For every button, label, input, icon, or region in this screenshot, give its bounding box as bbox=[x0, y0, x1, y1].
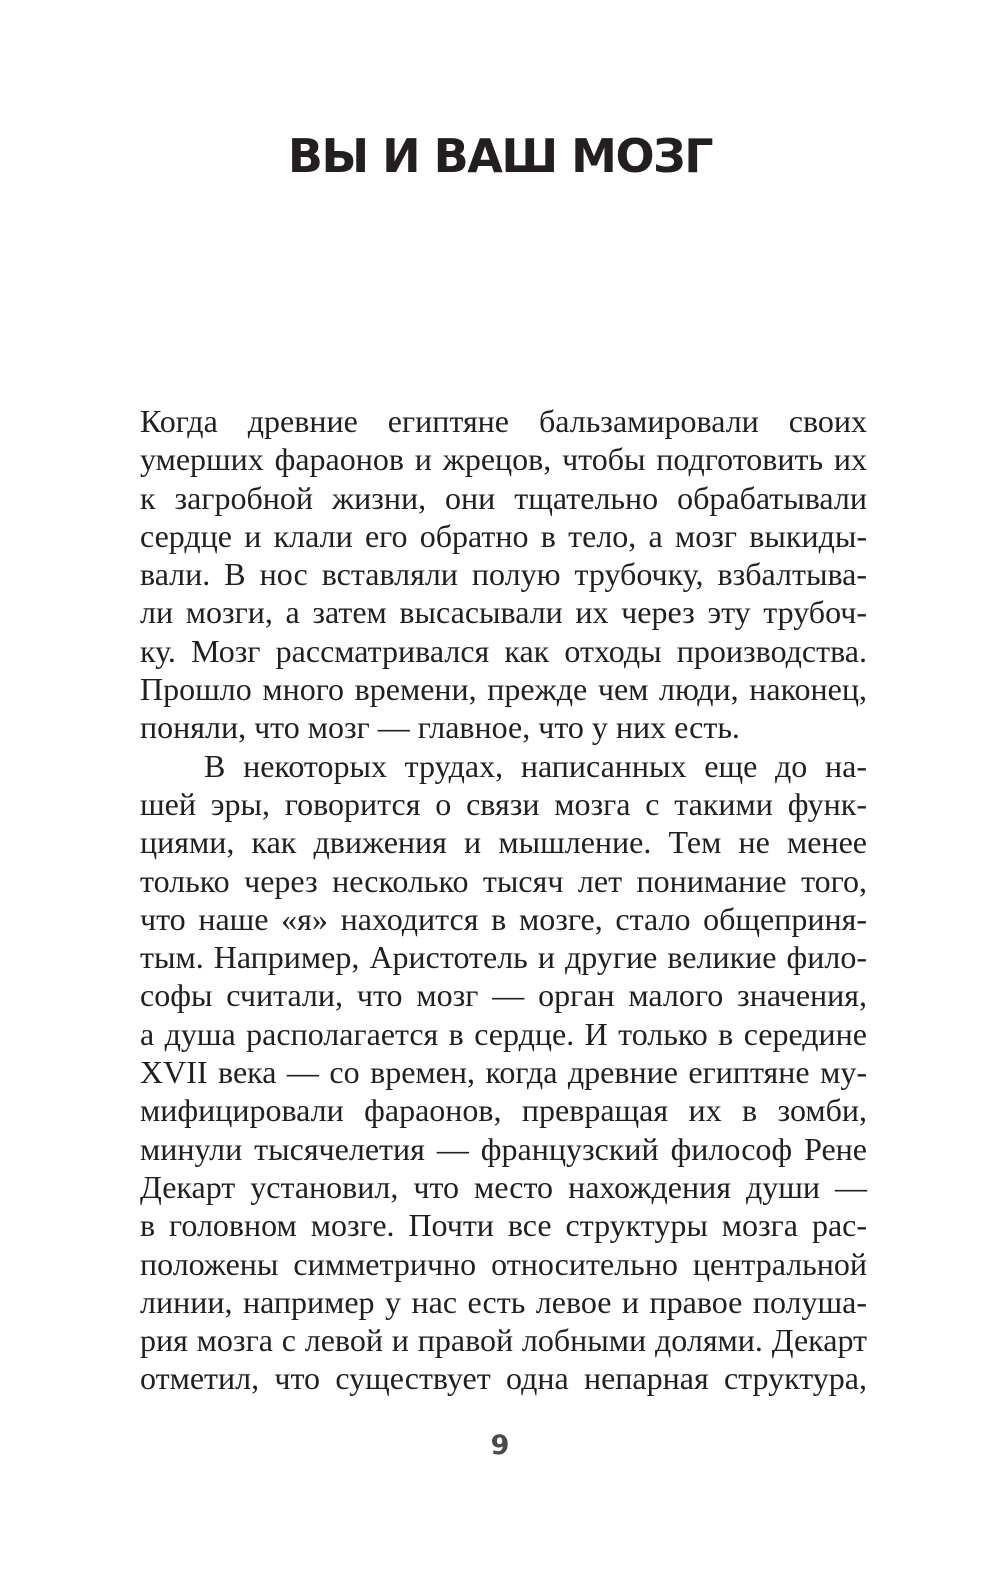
page-number: 9 bbox=[490, 1430, 510, 1461]
text-line: циями, как движения и мышление. Тем не менее bbox=[140, 824, 867, 861]
text-line: умерших фараонов и жрецов, чтобы подготовить их bbox=[140, 441, 867, 478]
text-line: сердце и клали его обратно в тело, а мозг выкиды- bbox=[140, 517, 867, 554]
text-line: рия мозга с левой и правой лобными долями. Декарт bbox=[140, 1322, 867, 1359]
text-line: мифицировали фараонов, превращая их в зомби, bbox=[140, 1092, 867, 1129]
text-line: линии, например у нас есть левое и правое полуша- bbox=[140, 1283, 867, 1320]
body-text bbox=[140, 402, 867, 1398]
text-line: ку. Мозг рассматривался как отходы производства. bbox=[140, 632, 867, 669]
paragraph-2 bbox=[140, 747, 867, 1398]
chapter-title: ВЫ И ВАШ МОЗГ bbox=[287, 129, 713, 183]
text-line: что наше «я» находится в мозге, стало общеприня- bbox=[140, 900, 867, 937]
text-line: положены симметрично относительно центральной bbox=[140, 1245, 867, 1282]
text-line: только через несколько тысяч лет понимание того, bbox=[140, 862, 867, 899]
text-line: XVII века — со времен, когда древние египтяне му- bbox=[140, 1054, 867, 1091]
text-line: отметил, что существует одна непарная структура, bbox=[140, 1360, 867, 1397]
text-line: Когда древние египтяне бальзамировали своих bbox=[140, 403, 867, 439]
text-line: В некоторых трудах, написанных еще до на- bbox=[204, 747, 867, 784]
paragraph-1 bbox=[140, 402, 867, 747]
text-line: ли мозги, а затем высасывали их через эту трубоч- bbox=[140, 594, 867, 631]
text-line: вали. В нос вставляли полую трубочку, взбалтыва- bbox=[140, 556, 867, 593]
text-line: к загробной жизни, они тщательно обрабатывали bbox=[140, 479, 867, 516]
text-line: минули тысячелетия — французский философ Рене bbox=[140, 1130, 867, 1167]
text-line: софы считали, что мозг — орган малого значения, bbox=[140, 977, 867, 1014]
text-line: тым. Например, Аристотель и другие великие фило- bbox=[140, 939, 867, 976]
text-line: Прошло много времени, прежде чем люди, наконец, bbox=[140, 671, 867, 708]
text-line: Декарт установил, что место нахождения души — bbox=[140, 1168, 867, 1205]
text-line: в головном мозге. Почти все структуры мозга рас- bbox=[140, 1207, 867, 1244]
text-line: поняли, что мозг — главное, что у них есть. bbox=[140, 709, 740, 746]
text-line: а душа располагается в сердце. И только в середине bbox=[140, 1015, 867, 1052]
text-line: шей эры, говорится о связи мозга с такими функ- bbox=[140, 785, 867, 822]
